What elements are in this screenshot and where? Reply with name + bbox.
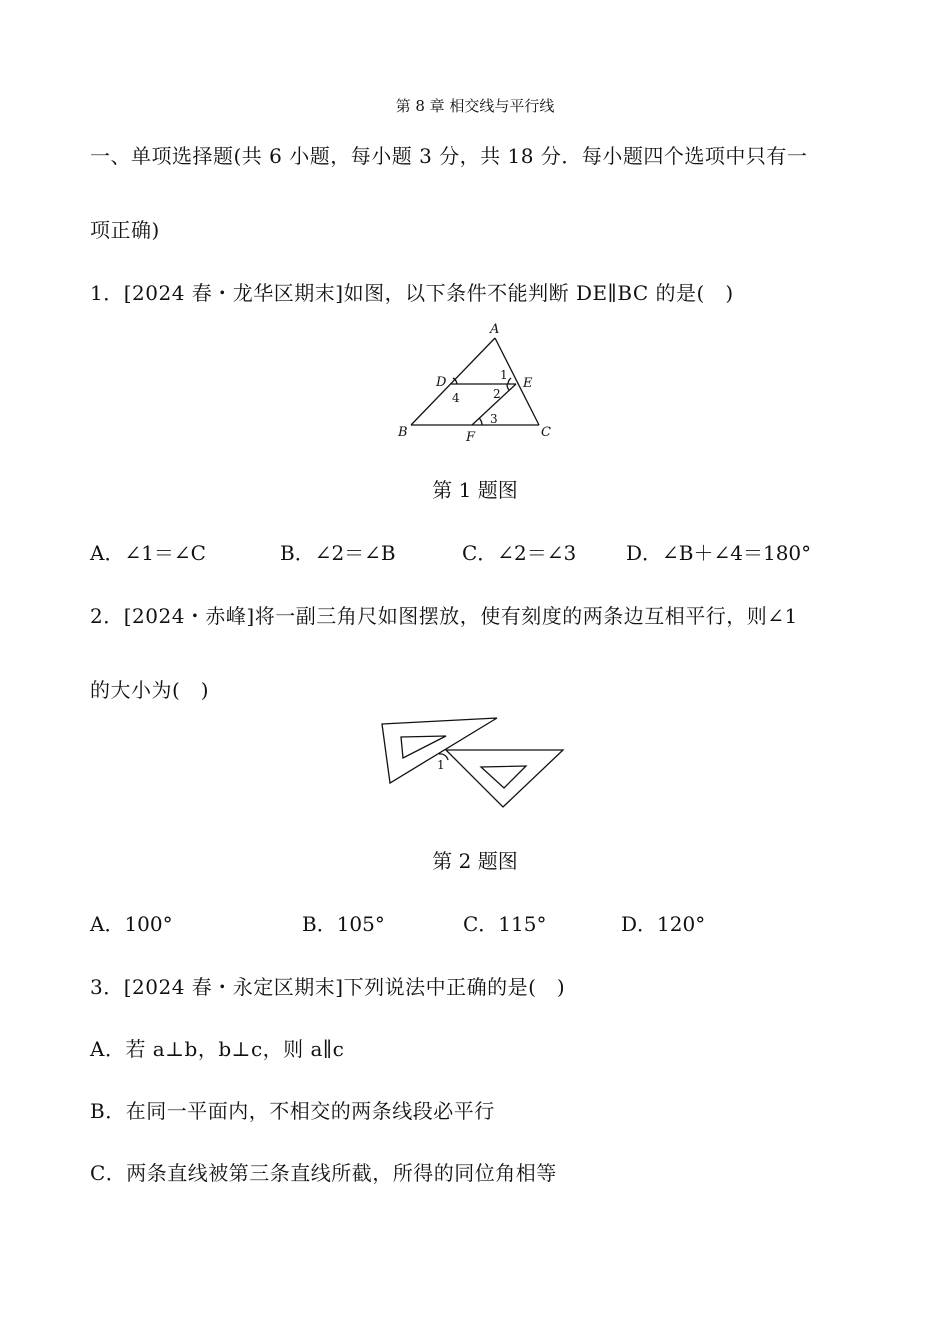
- angle2-arc: [507, 384, 509, 390]
- q2-option-c: C．115°: [463, 912, 547, 936]
- q2-stem-line1: 2．[2024・赤峰]将一副三角尺如图摆放，使有刻度的两条边互相平行，则∠1: [90, 604, 798, 628]
- label-d: D: [436, 375, 447, 390]
- q3-option-b: B．在同一平面内，不相交的两条线段必平行: [90, 1099, 495, 1123]
- set-square-45-hole: [481, 766, 526, 788]
- section-heading-line2: 项正确): [90, 218, 160, 242]
- q1-figure: [390, 318, 560, 448]
- page-header: 第 8 章 相交线与平行线: [395, 97, 555, 115]
- q2-stem-line2: 的大小为( ): [90, 678, 210, 702]
- section-heading-line1: 一、单项选择题(共 6 小题，每小题 3 分，共 18 分．每小题四个选项中只有一: [90, 144, 808, 168]
- q1-option-c: C．∠2＝∠3: [462, 541, 577, 565]
- q2-option-a: A．100°: [90, 912, 173, 936]
- set-square-30-60-hole: [401, 736, 446, 758]
- q1-stem: 1．[2024 春・龙华区期末]如图，以下条件不能判断 DE∥BC 的是( ): [90, 281, 734, 305]
- label-angle4: 4: [452, 391, 460, 405]
- q2-option-b: B．105°: [302, 912, 385, 936]
- label-angle2: 2: [493, 387, 501, 401]
- angle1-arc: [508, 378, 511, 384]
- label-angle3: 3: [490, 412, 498, 426]
- set-square-45: [446, 750, 563, 807]
- label-b: B: [398, 425, 408, 440]
- q3-option-a: A．若 a⊥b，b⊥c，则 a∥c: [90, 1037, 345, 1061]
- q1-option-d: D．∠B＋∠4＝180°: [626, 541, 812, 565]
- label-c: C: [541, 425, 551, 440]
- q2-option-d: D．120°: [621, 912, 706, 936]
- label-f: F: [466, 430, 476, 445]
- label-angle1: 1: [500, 368, 508, 382]
- q1-caption: 第 1 题图: [432, 478, 518, 502]
- q3-stem: 3．[2024 春・永定区期末]下列说法中正确的是( ): [90, 975, 566, 999]
- q1-option-b: B．∠2＝∠B: [280, 541, 396, 565]
- angle3-arc: [479, 418, 482, 425]
- label-e: E: [523, 376, 533, 391]
- line-ab: [411, 338, 495, 425]
- label-angle1: 1: [437, 758, 445, 772]
- q2-caption: 第 2 题图: [432, 849, 518, 873]
- q3-option-c: C．两条直线被第三条直线所截，所得的同位角相等: [90, 1161, 557, 1185]
- q1-option-a: A．∠1＝∠C: [90, 541, 206, 565]
- q2-figure: [380, 712, 570, 812]
- label-a: A: [490, 322, 500, 337]
